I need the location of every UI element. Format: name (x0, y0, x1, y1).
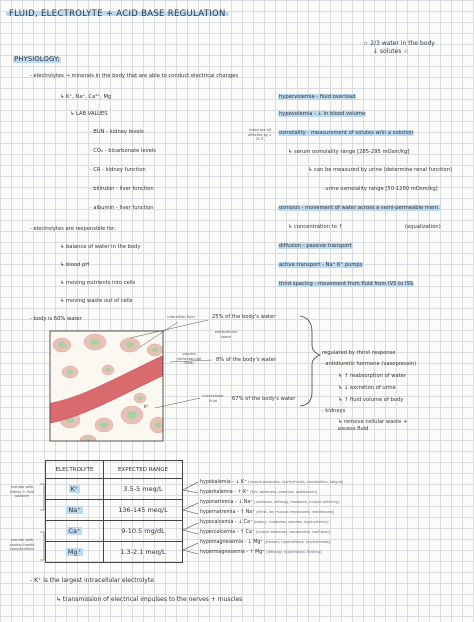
responsible-item: ↳ balance of water in the body (60, 244, 141, 250)
percent-25: 25% of the body's water (212, 314, 276, 320)
section-heading: PHYSIOLOGY: (14, 55, 60, 63)
lab-item: · CO₂ - bicarbonate levels (90, 148, 156, 154)
transmission-note: ↳ transmission of electrical impulses to the nerves + muscles (56, 596, 243, 603)
serum-osmolality-range: ↳ serum osmolality range [285-295 mOsm/kg] (288, 149, 410, 155)
regulation-excretion: ↳ ↓ excretion of urine (338, 385, 396, 391)
responsible-item: ↳ blood pH (60, 262, 90, 268)
disorder-name: hyperkalemia - ↑ K⁺ (200, 490, 249, 495)
table-row (46, 479, 183, 500)
disorder-name: hypermagnesemia - ↑ Mg⁺ (200, 550, 265, 555)
star-note-line-1: ☆ 2/3 water in the body (363, 40, 435, 47)
star-note-line-2: ↓ solutes ☆ (373, 48, 409, 55)
disorder-item (200, 499, 339, 506)
disorder-item (200, 529, 330, 536)
diffusion-text: diffusion - passive transport (279, 243, 352, 249)
percent-67: 67% of the body's water (232, 396, 296, 402)
lab-values-heading: ↳ LAB VALUES (70, 111, 108, 117)
regulation-header: regulated by thirst response (322, 350, 396, 356)
disorder-item (200, 539, 330, 546)
table-side-note-top: monitor with kidney + fluid balance (9, 485, 35, 498)
regulation-fluid-volume: ↳ ↑ fluid volume of body (338, 397, 404, 403)
disorder-detail: [muscle weakness, constipation, confusion] (255, 530, 330, 534)
regulation-remove: ↳ remove cellular waste + excess fluid (338, 419, 408, 432)
responsible-item: ↳ moving waste out of cells (60, 298, 133, 304)
disorder-detail: [N/V, weakness, paralysis, palpitations] (250, 490, 318, 494)
table-header-row (46, 461, 183, 479)
table-cell-range: 3.5-5 meq/L (104, 479, 183, 500)
disorder-detail: [tremors, hyperreflexia, dysrhythmias] (264, 540, 331, 544)
electrolyte-table (45, 460, 183, 563)
disorder-detail: [tetany, numbness, seizures, dysrhythmias] (253, 520, 329, 524)
hypervolemia-text: hypervolemia - fluid overload (279, 94, 356, 100)
side-note-text: these are all affected by ↓ (248, 128, 272, 137)
regulation-reabsorption: ↳ ↑ reabsorption of water (338, 373, 406, 379)
page-title: FLUID, ELECTROLYTE + ACID BASE REGULATION (6, 8, 229, 20)
disorder-name: hypocalcemia - ↓ Ca⁺ (200, 520, 253, 525)
lab-item: · BUN - kidney levels (90, 129, 144, 135)
disorder-name: hypomagnesemia - ↓ Mg⁺ (200, 540, 263, 545)
urine-measure: ↳ can be measured by urine (determine renal function) (308, 167, 453, 173)
ion-ca: Ca⁺ (68, 527, 81, 535)
body-water-heading: - body is 60% water (30, 316, 82, 322)
disorder-detail: [thirst, dry mucous membranes, restlessness] (256, 510, 335, 514)
table-header: EXPECTED RANGE (104, 461, 183, 479)
regulation-adh: · antidiuretic hormone (vasopressin) (322, 361, 417, 367)
hypovolemia-text: hypovolemia - ↓ in blood volume (279, 111, 366, 117)
concentration: ↳ concentration to ↑ (288, 224, 343, 230)
disorder-detail: [lethargy, hypotension, flushing] (266, 550, 322, 554)
label-k-diagram: K⁺ (144, 404, 149, 409)
label-intracellular: intracellular fluid (202, 394, 224, 403)
disorder-name: hypernatremia - ↑ Na⁺ (200, 510, 255, 515)
table-cell-range: 9-10.5 mg/dL (104, 521, 183, 542)
table-header: ELECTROLYTE (46, 461, 104, 479)
table-cell-ion (46, 542, 104, 563)
third-spacing-text: third spacing - movement from fluid from IVS to ISS (279, 281, 414, 287)
table-cell-ion (46, 500, 104, 521)
disorder-item (200, 549, 322, 556)
side-note-q: IS IT (256, 137, 264, 141)
disorder-name: hypokalemia - ↓ K⁺ (200, 480, 247, 485)
table-row (46, 500, 183, 521)
table-row (46, 542, 183, 563)
disorder-item (200, 509, 334, 516)
ion-na: Na⁺ (68, 506, 81, 514)
disorder-item (200, 519, 328, 526)
urine-osmolality-range: · urine osmolality range [50-1200 mOsm/kg] (322, 186, 438, 192)
disorder-item (200, 479, 343, 486)
osmolality-text: osmolality - measurement of solutes w/in a solution (279, 130, 414, 136)
table-cell-ion (46, 521, 104, 542)
responsible-item: ↳ moving nutrients into cells (60, 280, 136, 286)
disorder-name: hypercalcemia - ↑ Ca⁺ (200, 530, 255, 535)
label-extracellular: extracellular space (214, 330, 238, 339)
table-cell-ion (46, 479, 104, 500)
ion-k: K⁺ (70, 485, 79, 493)
label-interstitial: interstitial fluid (167, 315, 195, 319)
table-cell-range: 136-145 meq/L (104, 500, 183, 521)
disorder-item (200, 489, 317, 496)
table-cell-range: 1.3-2.1 meq/L (104, 542, 183, 563)
ion-mg: Mg⁺ (67, 548, 82, 556)
table-side-note-bottom: monitor with cardiac health complications (9, 538, 35, 551)
lab-item: · bilirubin - liver function (90, 186, 154, 192)
disorder-detail: [muscle weakness, dysrhythmias, constipation, fatigue] (248, 480, 343, 484)
label-plasma: plasma (intravascular fluid) (176, 352, 202, 365)
table-row (46, 521, 183, 542)
responsible-heading: - electrolytes are responsible for: (30, 226, 116, 232)
disorder-name: hyponatremia - ↓ Na⁺ (200, 500, 253, 505)
lab-item: · albumin - liver function (90, 205, 154, 211)
percent-8: 8% of the body's water (216, 357, 277, 363)
k-largest-note: - K⁺ is the largest intracellular electrolyte (30, 577, 154, 584)
active-transport-text: active transport - Na⁺ K⁺ pumps (279, 262, 363, 268)
equalization: (equalization) (405, 224, 441, 230)
osmosis-text: osmosis - movement of water across a semi-permeable mem. (279, 205, 440, 211)
ion-list: ↳ K⁺, Na⁺, Ca²⁺, Mg (60, 94, 112, 100)
disorder-detail: [confusion, lethargy, headache, muscle twitching] (254, 500, 340, 504)
electrolytes-definition: - electrolytes → minerals in the body that are able to conduct electrical changes (30, 73, 239, 79)
lab-item: · CR - kidney function (90, 167, 146, 173)
regulation-kidneys: · kidneys (322, 408, 346, 414)
